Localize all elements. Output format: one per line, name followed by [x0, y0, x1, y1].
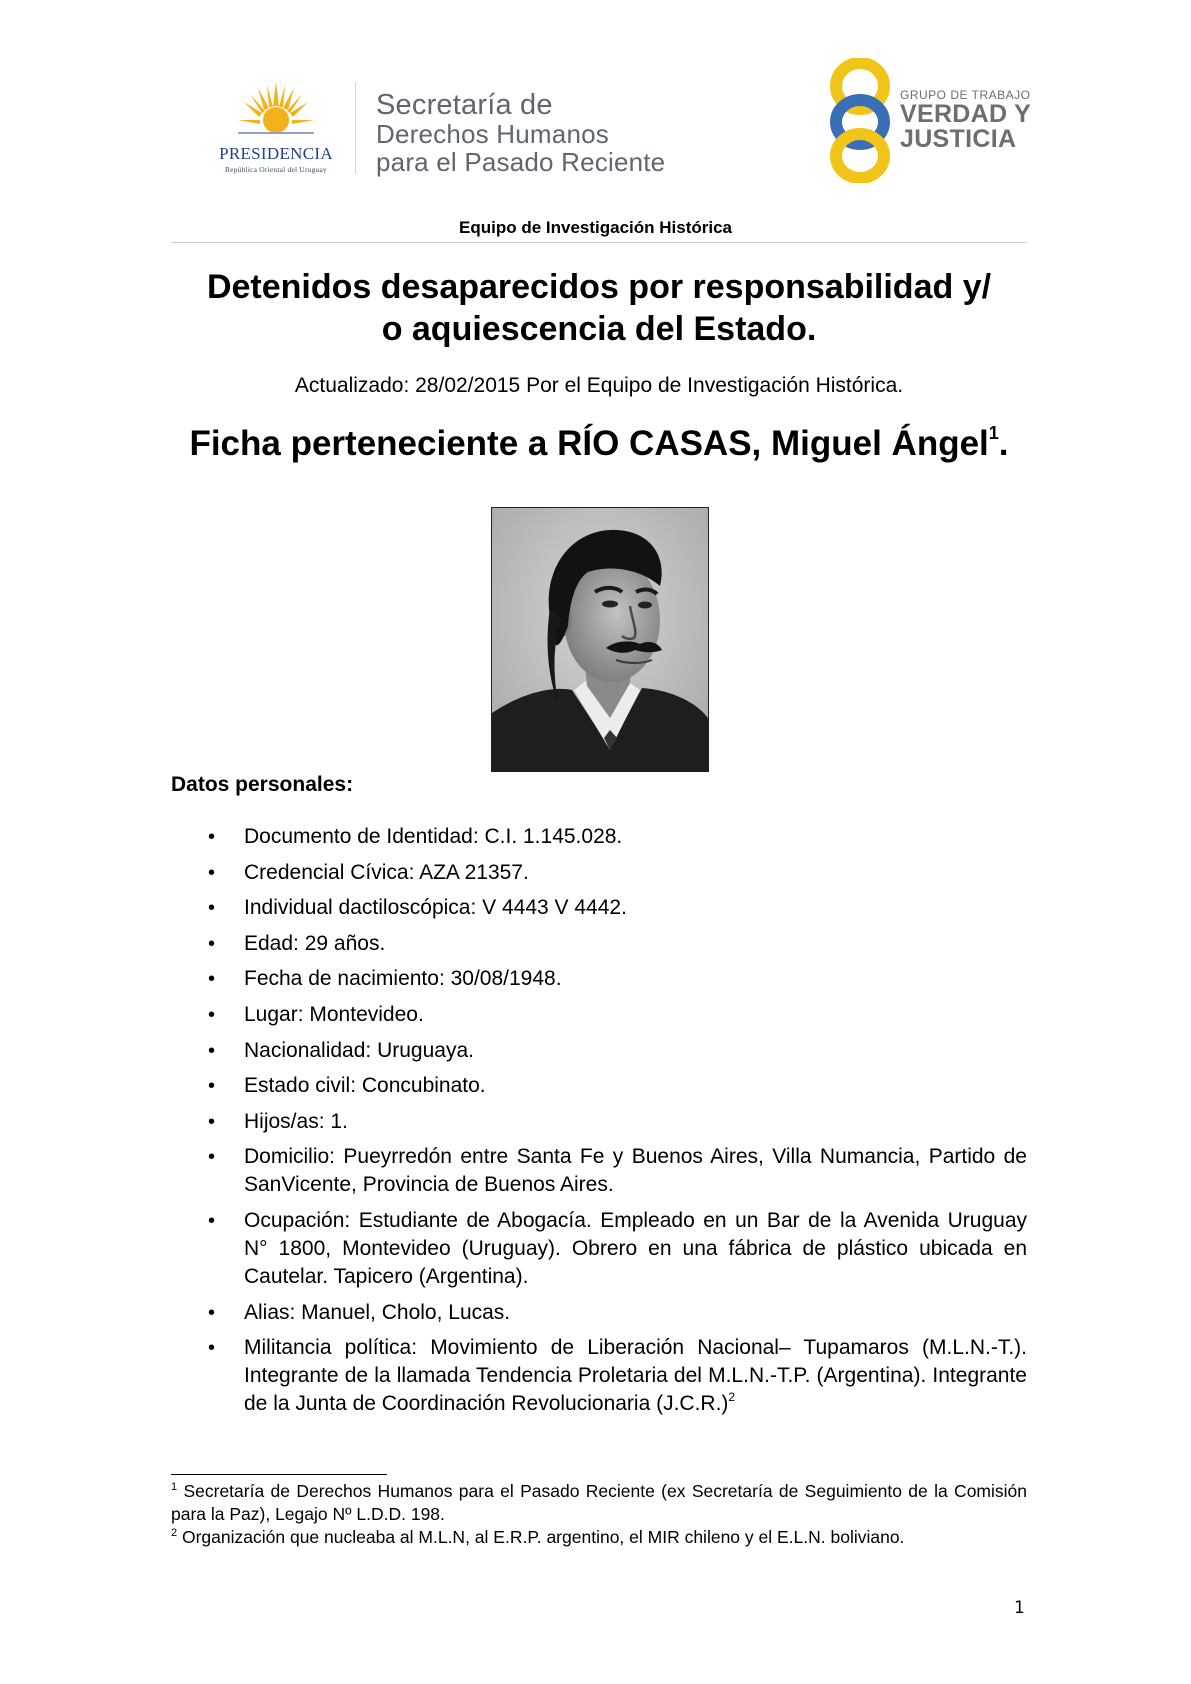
- section-label: Equipo de Investigación Histórica: [459, 218, 732, 237]
- presidencia-logo: [196, 80, 356, 180]
- footnote-text: Organización que nucleaba al M.L.N, al E.R.P. argentino, el MIR chileno y el E.L.N. boliviano.: [177, 1527, 905, 1547]
- list-item-text: Credencial Cívica: AZA 21357.: [244, 860, 529, 884]
- grupo-trabajo-logo-text: [900, 88, 1031, 152]
- list-item: [171, 1143, 1027, 1199]
- grupo-trabajo-line1: GRUPO DE TRABAJO: [900, 88, 1031, 102]
- footnote-number: 2: [171, 1527, 178, 1539]
- list-item: [171, 823, 1027, 851]
- list-item-text: Documento de Identidad: C.I. 1.145.028.: [244, 825, 623, 848]
- footnote-text: Secretaría de Derechos Humanos para el Pasado Reciente (ex Secretaría de Seguimiento de la Comisión para la Paz), Legajo Nº L.D.D. 198.: [171, 1481, 1027, 1524]
- footnote-separator: [171, 1474, 387, 1475]
- list-item-text: Ocupación: Estudiante de Abogacía. Empleado en un Bar de la Avenida Uruguay N° 1800, Montevideo (Uruguay). Obrero en una fábrica de plástico ubicada en Cautelar. Tapicero (Argentina).: [244, 1208, 1027, 1288]
- grupo-trabajo-line3: JUSTICIA: [900, 125, 1017, 153]
- datos-personales-heading: Datos personales:: [171, 773, 354, 796]
- presidencia-name: PRESIDENCIA: [219, 144, 333, 163]
- list-item-text: Fecha de nacimiento: 30/08/1948.: [244, 967, 562, 991]
- list-item-text: Militancia política: Movimiento de Liberación Nacional– Tupamaros (M.L.N.-T.). Integrante de la llamada Tendencia Proletaria del M.L.N.-T.P. (Argentina). Integrante de la Junta de Coordinación Revolucionaria (J.C.R.): [244, 1336, 1027, 1416]
- footnote-2: [171, 1526, 1027, 1549]
- list-item: [171, 1334, 1027, 1418]
- list-item-text: Lugar: Montevideo.: [244, 1002, 424, 1026]
- list-item-text: Alias: Manuel, Cholo, Lucas.: [244, 1300, 511, 1324]
- updated-line: Actualizado: 28/02/2015 Por el Equipo de Investigación Histórica.: [294, 374, 904, 397]
- secretaria-line1: Secretaría de: [376, 89, 553, 121]
- list-item: [171, 1037, 1027, 1065]
- ficha-text: Ficha perteneciente a RÍO CASAS, Miguel Ángel: [189, 424, 989, 463]
- list-item: [171, 894, 1027, 922]
- footnotes: [171, 1480, 1027, 1549]
- list-item-text: Individual dactiloscópica: V 4443 V 4442.: [244, 896, 627, 920]
- document-title: [171, 266, 1027, 350]
- personal-data-list: [171, 823, 1027, 1426]
- secretaria-logo: [376, 90, 665, 176]
- list-item: [171, 1072, 1027, 1100]
- footnote-number: 1: [171, 1481, 178, 1493]
- list-item-text: Hijos/as: 1.: [244, 1109, 348, 1133]
- list-item-text: Edad: 29 años.: [244, 931, 386, 955]
- list-item: [171, 930, 1027, 958]
- header-rule: [171, 242, 1027, 243]
- presidencia-subtitle: República Oriental del Uruguay: [224, 165, 327, 174]
- title-line-2: o aquiescencia del Estado.: [381, 310, 817, 348]
- list-item: [171, 1001, 1027, 1029]
- grupo-trabajo-line2: VERDAD Y: [900, 100, 1032, 128]
- list-item: [171, 1299, 1027, 1327]
- page-number: 1: [1014, 1598, 1025, 1618]
- sun-emblem-icon: [238, 80, 314, 142]
- list-item-text: Nacionalidad: Uruguaya.: [244, 1038, 474, 1062]
- list-item: [171, 1207, 1027, 1291]
- list-item-text: Estado civil: Concubinato.: [244, 1074, 486, 1098]
- portrait-image: [492, 508, 708, 771]
- list-item: [171, 1108, 1027, 1136]
- footnote-1: [171, 1480, 1027, 1526]
- footnote-ref-1: 1: [988, 423, 999, 443]
- secretaria-line3: para el Pasado Reciente: [376, 147, 666, 177]
- ficha-period: .: [998, 424, 1009, 463]
- list-item-text: Domicilio: Pueyrredón entre Santa Fe y Buenos Aires, Villa Numancia, Partido de SanVicente, Provincia de Buenos Aires.: [244, 1145, 1027, 1197]
- header-divider: [355, 82, 356, 174]
- list-item: [171, 965, 1027, 993]
- portrait-photo: [491, 507, 709, 772]
- ficha-heading: [171, 424, 1027, 464]
- secretaria-line2: Derechos Humanos: [376, 119, 609, 149]
- footnote-ref-2: 2: [728, 1390, 736, 1405]
- list-item: [171, 859, 1027, 887]
- title-line-1: Detenidos desaparecidos por responsabilidad y/: [206, 268, 992, 306]
